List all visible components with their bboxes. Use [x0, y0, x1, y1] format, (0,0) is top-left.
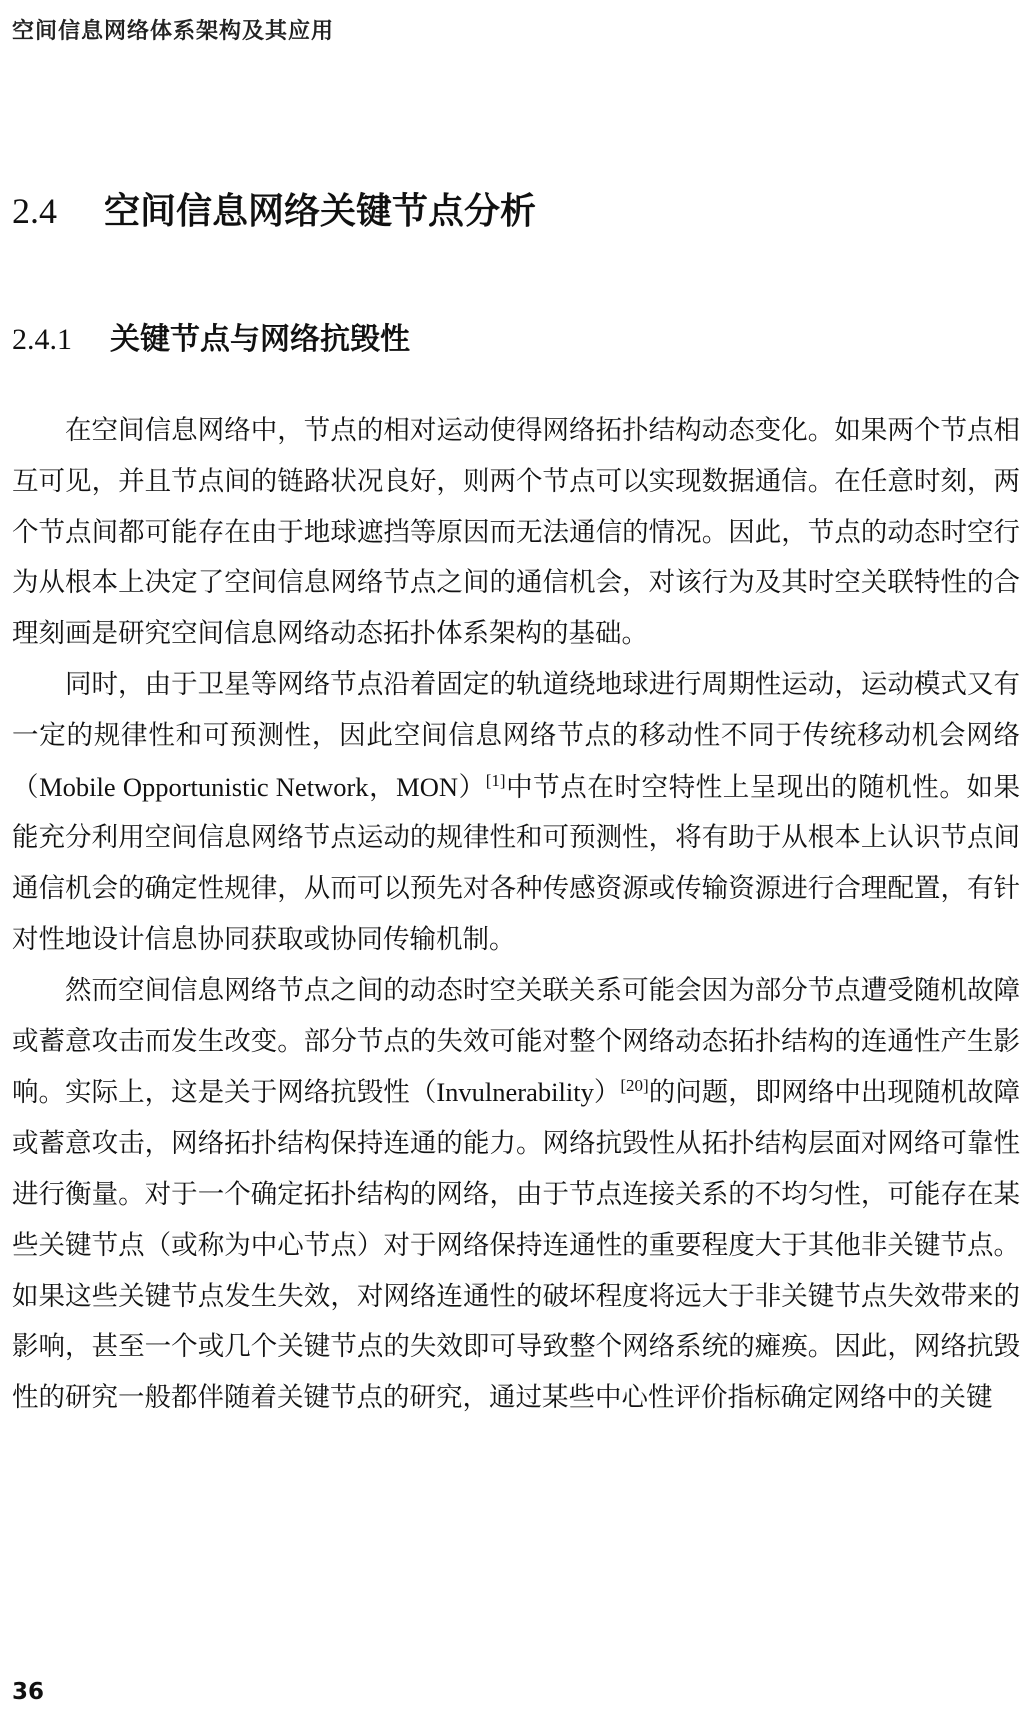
paragraph-3-text-b: ） [593, 1077, 621, 1109]
subsection-number: 2.4.1 [12, 323, 72, 356]
running-header: 空间信息网络体系架构及其应用 [12, 19, 335, 44]
paragraph-3 [12, 966, 1020, 1424]
paragraph-2 [12, 660, 1020, 966]
section-number: 2.4 [12, 191, 57, 231]
paragraph-2-text-b: ） [458, 771, 486, 803]
paragraph-3-term: Invulnerability [436, 1077, 594, 1108]
citation-ref: [1] [485, 770, 506, 790]
page-number: 36 [12, 1679, 45, 1705]
section-title: 空间信息网络关键节点分析 [104, 190, 537, 232]
paragraph-2-text-c: 中节点在时空特性上呈现出的随机性。如果能充分利用空间信息网络节点运动的规律性和可预测性，将有助于从根本上认识节点间通信机会的确定性规律，从而可以预先对各种传感资源或传输资源进行合理配置，有针对性地设计信息协同获取或协同传输机制。 [12, 771, 1021, 955]
section-heading [12, 183, 536, 234]
paragraph-3-text-c: 的问题，即网络中出现随机故障或蓄意攻击，网络拓扑结构保持连通的能力。网络抗毁性从拓扑结构层面对网络可靠性进行衡量。对于一个确定拓扑结构的网络，由于节点连接关系的不均匀性，可能存在某些关键节点（或称为中心节点）对于网络保持连通性的重要程度大于其他非关键节点。如果这些关键节点发生失效，对网络连通性的破坏程度将远大于非关键节点失效带来的影响，甚至一个或几个关键节点的失效即可导致整个网络系统的瘫痪。因此，网络抗毁性的研究一般都伴随着关键节点的研究，通过某些中心性评价指标确定网络中的关键 [12, 1077, 1021, 1414]
subsection-title: 关键节点与网络抗毁性 [110, 322, 410, 357]
paragraph-3-text-a: 然而空间信息网络节点之间的动态时空关联关系可能会因为部分节点遭受随机故障或蓄意攻击而发生改变。部分节点的失效可能对整个网络动态拓扑结构的连通性产生影响。实际上，这是关于网络抗毁性（ [12, 974, 1020, 1109]
subsection-heading [12, 314, 410, 358]
paragraph-1: 在空间信息网络中，节点的相对运动使得网络拓扑结构动态变化。如果两个节点相互可见，并且节点间的链路状况良好，则两个节点可以实现数据通信。在任意时刻，两个节点间都可能存在由于地球遮挡等原因而无法通信的情况。因此，节点的动态时空行为从根本上决定了空间信息网络节点之间的通信机会，对该行为及其时空关联特性的合理刻画是研究空间信息网络动态拓扑体系架构的基础。 [12, 415, 1020, 650]
paragraph-2-text-a: 同时，由于卫星等网络节点沿着固定的轨道绕地球进行周期性运动，运动模式又有一定的规律性和可预测性，因此空间信息网络节点的移动性不同于传统移动机会网络（ [12, 668, 1020, 803]
paragraph-2-term: Mobile Opportunistic Network，MON [39, 771, 459, 802]
body-text [12, 406, 1020, 1424]
citation-ref: [20] [620, 1076, 649, 1096]
